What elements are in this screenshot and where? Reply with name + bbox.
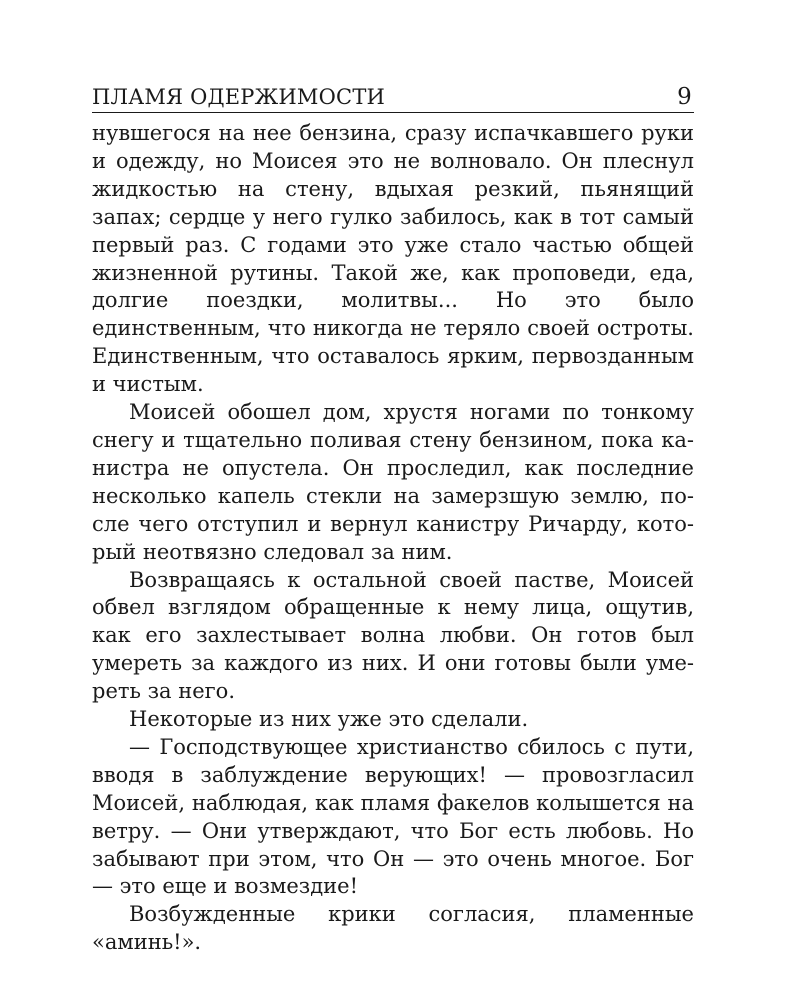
paragraph: — Господствующее христианство сбилось с пути, вводя в заблуждение верующих! — провозгласил Моисей, наблюдая, как пламя факелов колышется на ветру. — Они утверждают, что Бог есть любовь. Но забывают при этом, что Он — это очень многое. Бог — это еще и возмездие! <box>92 734 694 899</box>
paragraph: Возвращаясь к остальной своей пастве, Моисей обвел взглядом обращенные к нему лица, ощутив, как его захлестывает волна любви. Он готов был умереть за каждого из них. И они готовы были умереть за него. <box>92 567 694 704</box>
page-number: 9 <box>677 84 692 110</box>
paragraph: Возбужденные крики согласия, пламенные «аминь!». <box>92 902 694 955</box>
book-page <box>92 84 694 957</box>
book-title: ПЛАМЯ ОДЕРЖИМОСТИ <box>92 85 386 109</box>
running-header <box>92 84 694 113</box>
paragraph: нувшегося на нее бензина, сразу испачкавшего руки и одежду, но Моисея это не волновало. Он плеснул жидкостью на стену, вдыхая резкий, пьянящий запах; сердце у него гулко забилось, как в тот самый первый раз. С годами это уже стало частью общей жизненной рутины. Такой же, как проповеди, еда, долгие поездки, молитвы... Но это было единственным, что никогда не теряло своей остроты. Единственным, что оставалось ярким, первозданным и чистым. <box>92 121 694 397</box>
paragraph: Некоторые из них уже это сделали. <box>129 707 529 732</box>
paragraph: Моисей обошел дом, хрустя ногами по тонкому снегу и тщательно поливая стену бензином, пока канистра не опустела. Он проследил, как последние несколько капель стекли на замерзшую землю, после чего отступил и вернул канистру Ричарду, который неотвязно следовал за ним. <box>92 400 694 564</box>
body-text <box>92 120 694 957</box>
